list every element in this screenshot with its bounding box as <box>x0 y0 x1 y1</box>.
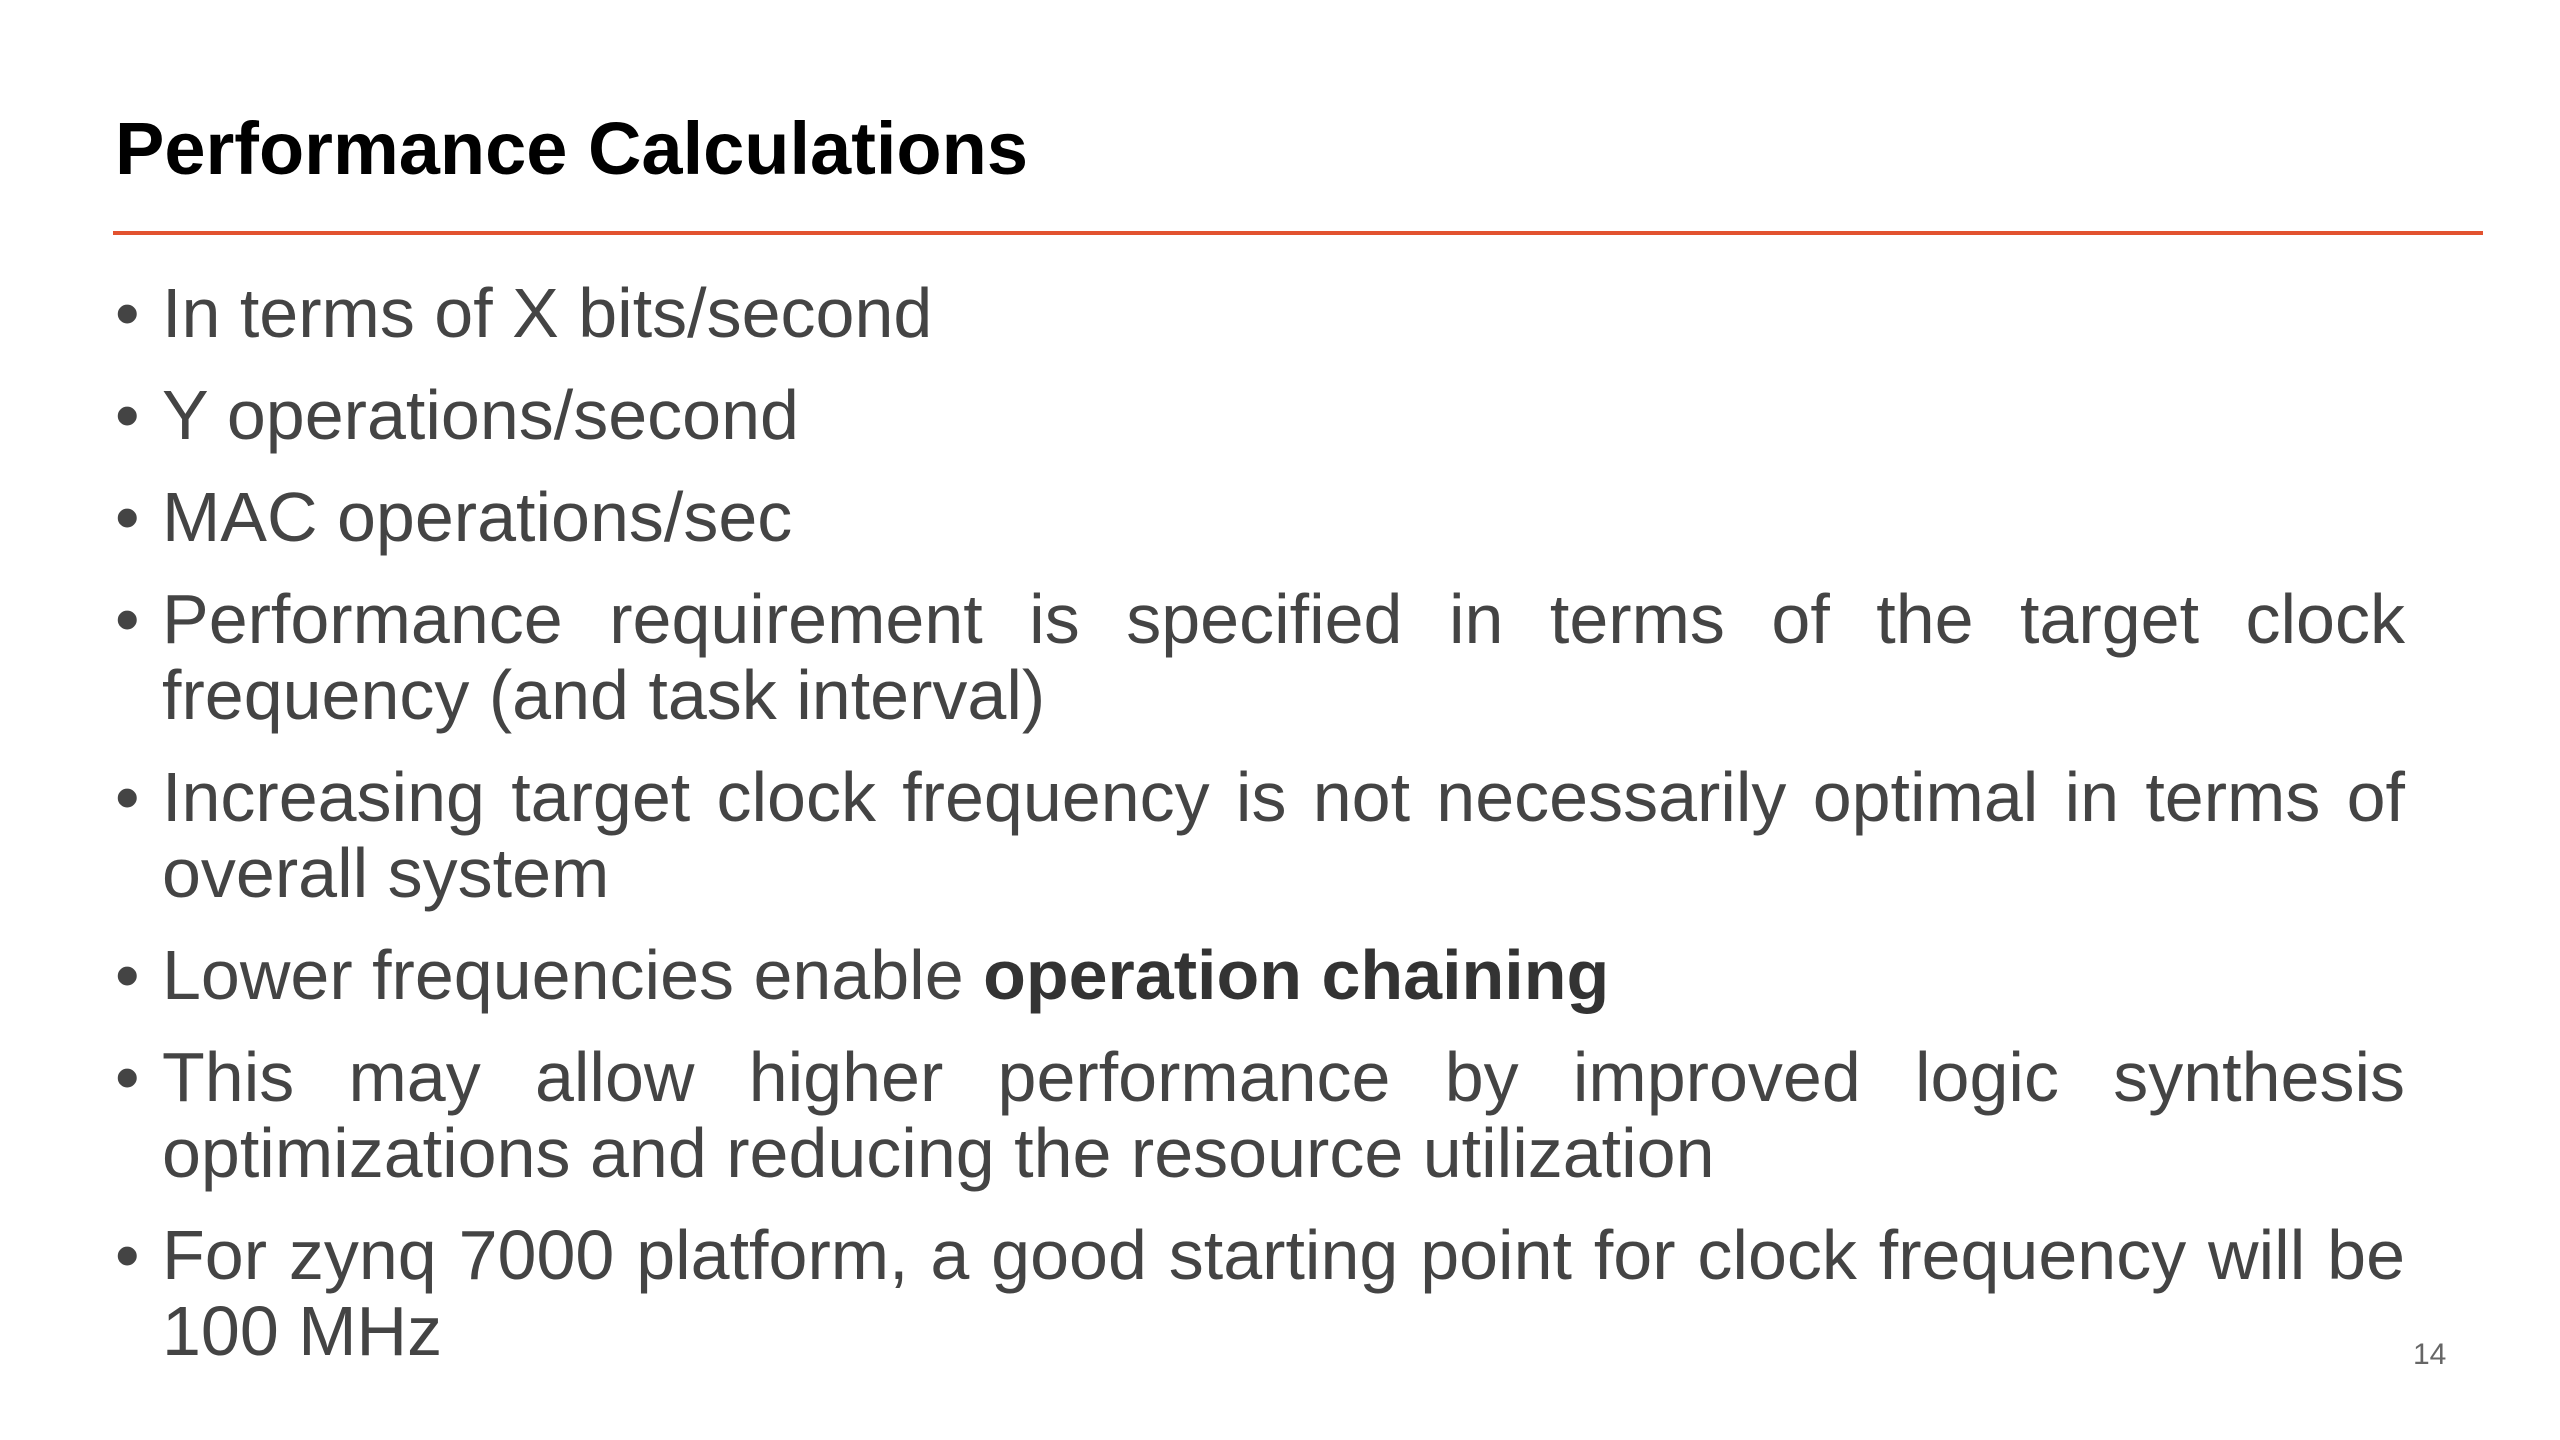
bullet-item <box>115 1039 2405 1191</box>
bullet-icon: • <box>115 1038 140 1116</box>
slide-title: Performance Calculations <box>115 107 1028 190</box>
bullet-icon: • <box>115 274 140 352</box>
bullet-item <box>115 581 2405 733</box>
bullet-text: In terms of X bits/second <box>162 274 933 352</box>
bullet-item <box>115 479 2405 555</box>
bullet-text: MAC operations/sec <box>162 478 793 556</box>
bullet-item <box>115 377 2405 453</box>
bullet-item <box>115 759 2405 911</box>
bullet-icon: • <box>115 478 140 556</box>
bullet-text: Increasing target clock frequency is not necessarily optimal in terms of overall system <box>162 758 2405 912</box>
bullet-text: Y operations/second <box>162 376 799 454</box>
title-divider <box>113 231 2483 235</box>
page-number: 14 <box>2413 1338 2447 1371</box>
bullet-item <box>115 275 2405 351</box>
bullet-icon: • <box>115 936 140 1014</box>
bullet-item <box>115 1217 2405 1369</box>
bullet-text: Lower frequencies enable <box>162 936 984 1014</box>
bullet-icon: • <box>115 580 140 658</box>
bullet-text: This may allow higher performance by improved logic synthesis optimizations and reducing the resource utilization <box>162 1038 2405 1192</box>
bullet-icon: • <box>115 1216 140 1294</box>
bullet-item <box>115 937 2405 1013</box>
bullet-icon: • <box>115 376 140 454</box>
bullet-text: For zynq 7000 platform, a good starting point for clock frequency will be 100 MHz <box>162 1216 2405 1370</box>
bullet-list <box>115 275 2405 1395</box>
bullet-icon: • <box>115 758 140 836</box>
bullet-emphasis: operation chaining <box>983 936 1610 1014</box>
bullet-text: Performance requirement is specified in terms of the target clock frequency (and task interval) <box>162 580 2405 734</box>
